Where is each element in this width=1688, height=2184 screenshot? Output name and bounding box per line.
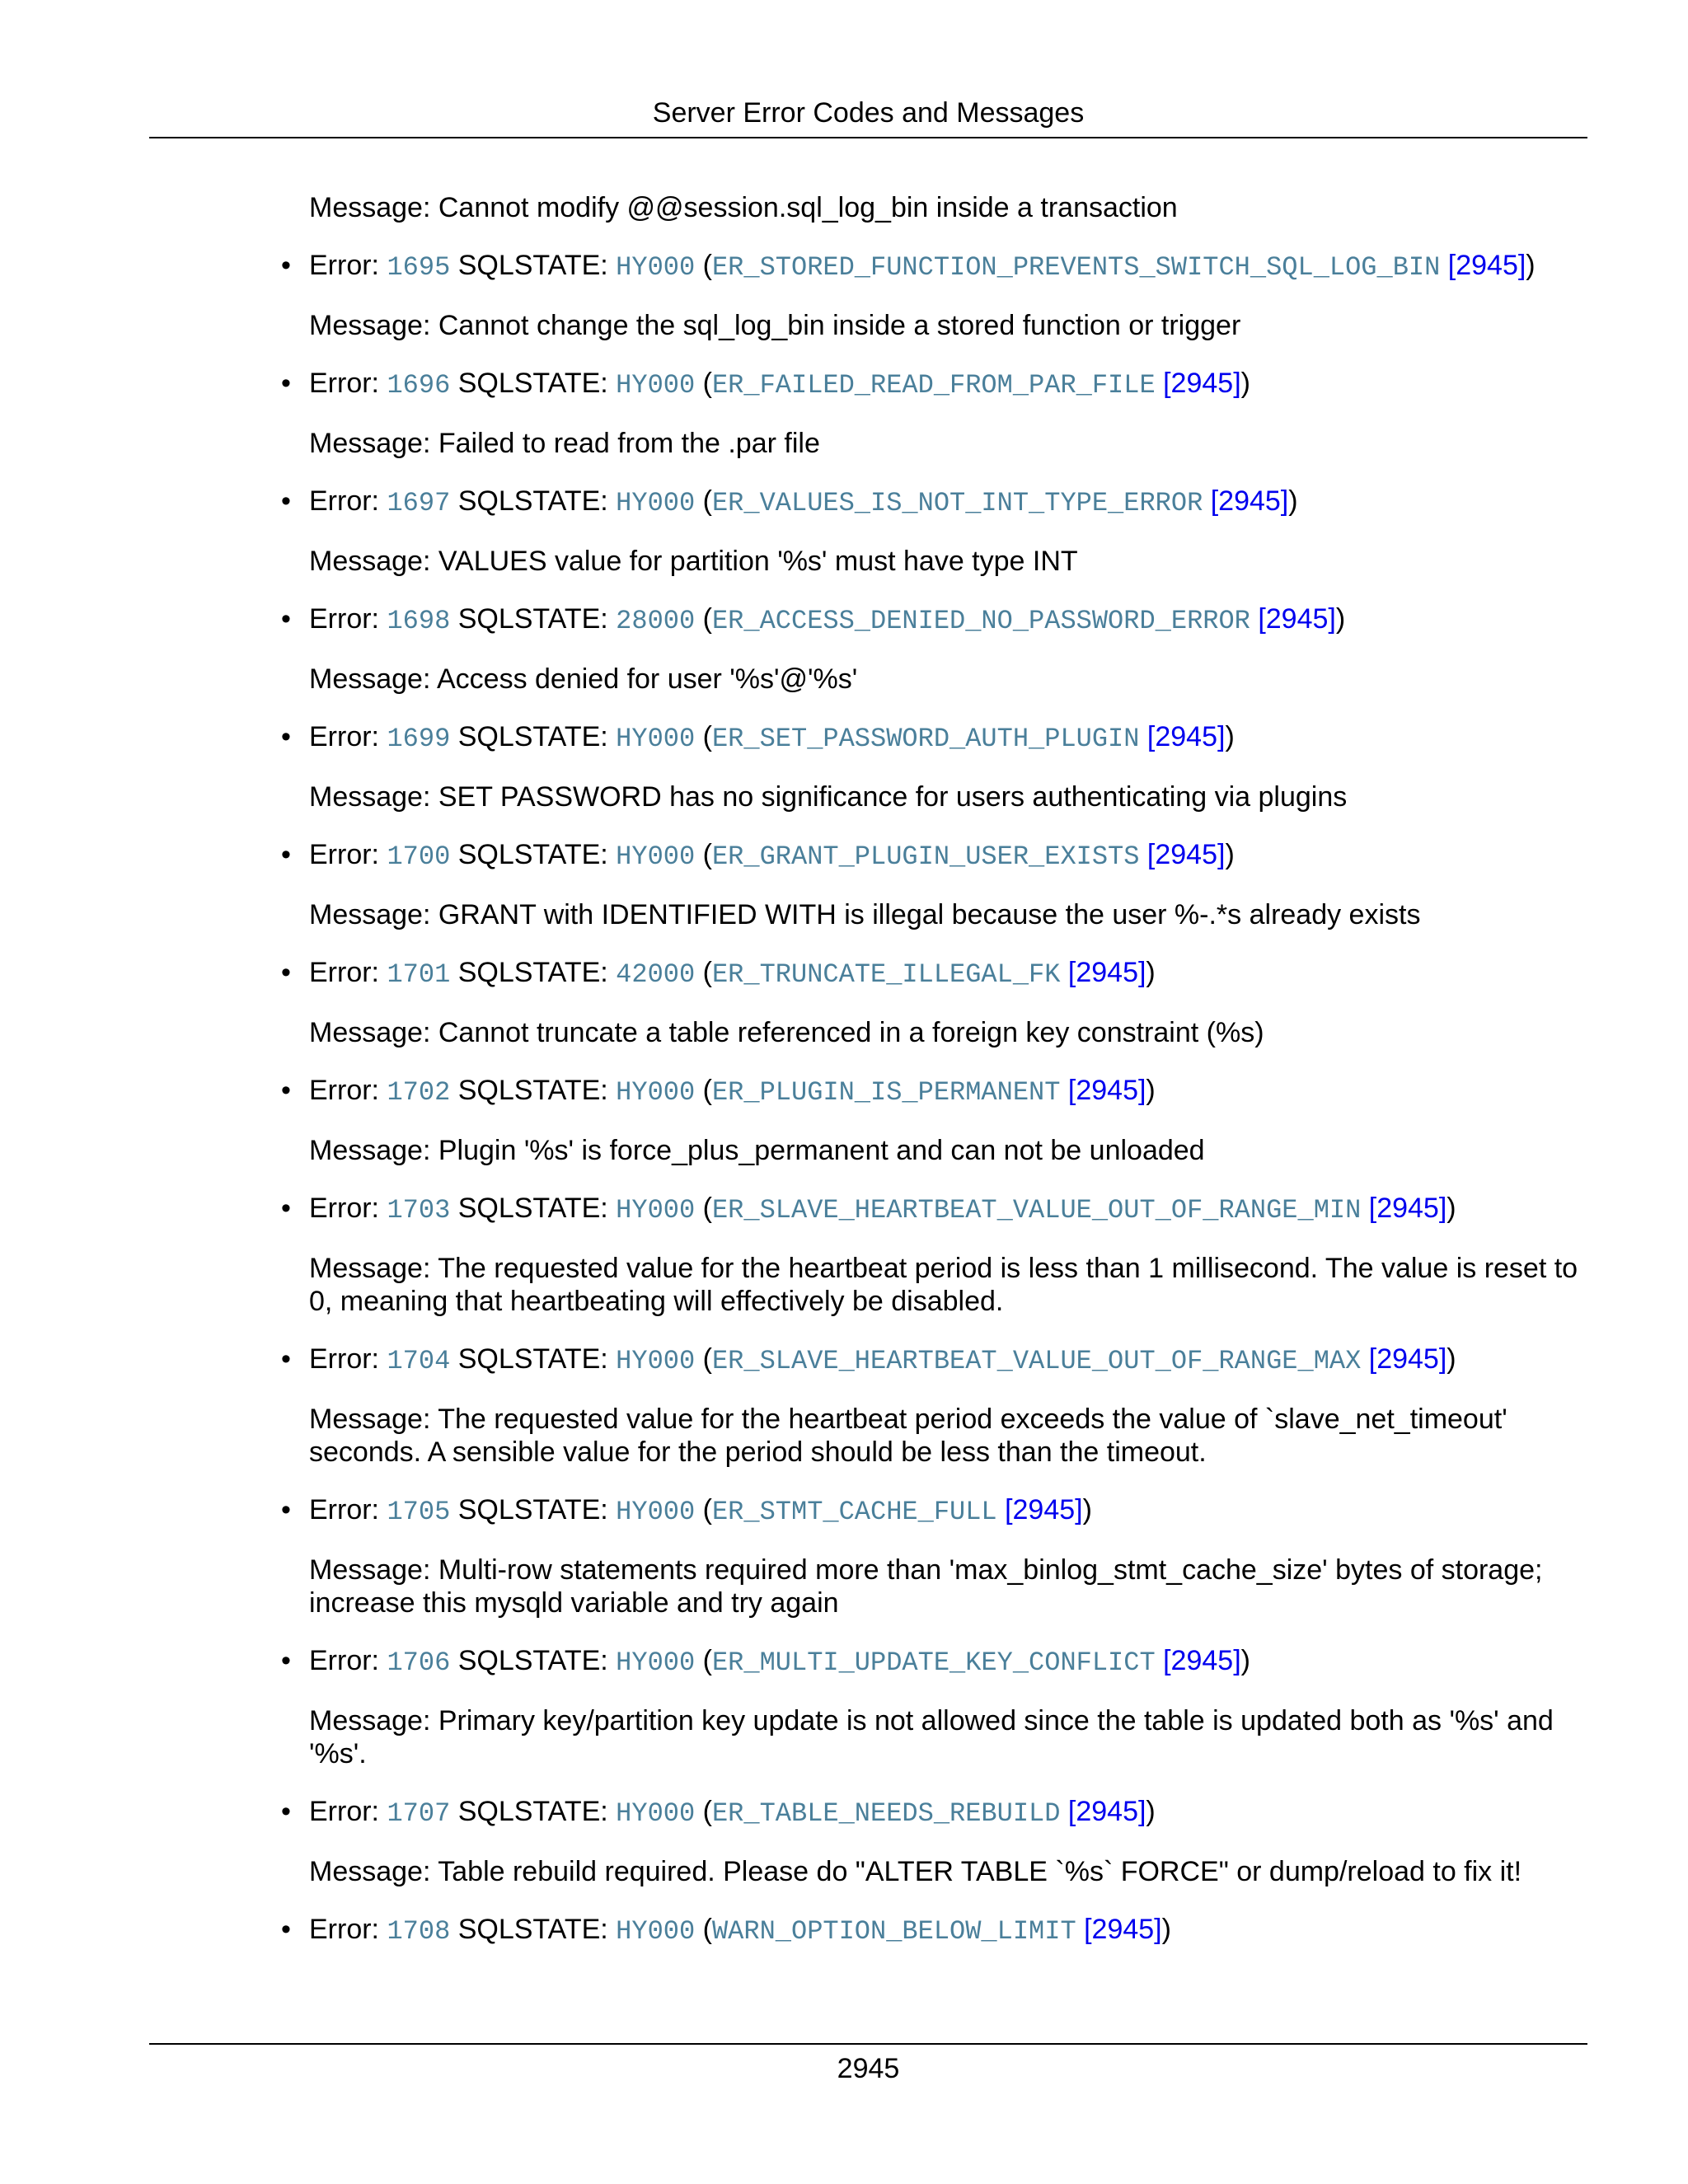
open-paren: ( xyxy=(695,1645,712,1676)
sqlstate-value: 42000 xyxy=(616,959,696,990)
bullet: • xyxy=(281,1075,291,1106)
sqlstate-value: HY000 xyxy=(616,1916,696,1947)
error-symbol: ER_MULTI_UPDATE_KEY_CONFLICT xyxy=(711,1647,1156,1678)
open-paren: ( xyxy=(695,957,712,988)
message-text: Table rebuild required. Please do "ALTER TABLE `%s` FORCE" or dump/reload to fix it! xyxy=(438,1856,1522,1887)
page-ref-link[interactable]: [2945] xyxy=(1005,1494,1083,1526)
error-symbol: ER_PLUGIN_IS_PERMANENT xyxy=(711,1077,1061,1108)
page-ref-link[interactable]: [2945] xyxy=(1447,250,1526,281)
sqlstate-value: HY000 xyxy=(616,370,696,401)
sqlstate-value: HY000 xyxy=(616,1798,696,1829)
page-ref-link[interactable]: [2945] xyxy=(1146,839,1226,870)
error-message xyxy=(309,1016,1582,1049)
error-line xyxy=(281,249,1582,284)
message-text: Primary key/partition key update is not allowed since the table is updated both as '%s' and '%s'. xyxy=(309,1705,1554,1769)
close-paren: ) xyxy=(1335,603,1346,635)
error-list xyxy=(281,191,1582,1948)
error-entry xyxy=(281,485,1582,578)
sqlstate-value: HY000 xyxy=(616,1195,696,1226)
sqlstate-label: SQLSTATE: xyxy=(450,721,617,752)
page-ref-link[interactable]: [2945] xyxy=(1163,368,1241,399)
message-text: GRANT with IDENTIFIED WITH is illegal because the user %-.*s already exists xyxy=(438,899,1421,930)
error-message xyxy=(309,780,1582,813)
close-paren: ) xyxy=(1240,1645,1250,1676)
open-paren: ( xyxy=(695,368,712,399)
message-label: Message: xyxy=(309,781,438,813)
page-ref-link[interactable]: [2945] xyxy=(1210,485,1289,517)
error-label: Error: xyxy=(309,485,387,517)
error-message xyxy=(309,1554,1582,1619)
message-text: Cannot truncate a table referenced in a foreign key constraint (%s) xyxy=(438,1017,1264,1048)
close-paren: ) xyxy=(1447,1193,1456,1224)
error-label: Error: xyxy=(309,1343,387,1375)
sqlstate-value: HY000 xyxy=(616,1077,696,1108)
error-line xyxy=(281,485,1582,520)
open-paren: ( xyxy=(695,1075,712,1106)
error-message xyxy=(309,898,1582,931)
open-paren: ( xyxy=(695,1796,712,1827)
error-entry xyxy=(281,956,1582,1049)
sqlstate-label: SQLSTATE: xyxy=(450,603,617,635)
bullet: • xyxy=(281,603,291,635)
error-entry xyxy=(281,1795,1582,1888)
message-label: Message: xyxy=(309,310,438,341)
error-entry xyxy=(281,1074,1582,1167)
error-label: Error: xyxy=(309,1494,387,1526)
bullet: • xyxy=(281,1494,291,1526)
message-text: The requested value for the heartbeat period is less than 1 millisecond. The value is reset to 0, meaning that heartbeating will effectively be disabled. xyxy=(309,1253,1578,1317)
error-code: 1699 xyxy=(387,724,451,754)
error-entry xyxy=(281,1192,1582,1318)
message-label: Message: xyxy=(309,428,438,459)
page-ref-link[interactable]: [2945] xyxy=(1368,1343,1447,1375)
page-ref-link[interactable]: [2945] xyxy=(1067,1075,1146,1106)
error-line xyxy=(281,956,1582,991)
page-ref-link[interactable]: [2945] xyxy=(1258,603,1336,635)
open-paren: ( xyxy=(695,1193,712,1224)
message-text: VALUES value for partition '%s' must have type INT xyxy=(438,546,1078,577)
error-symbol: ER_ACCESS_DENIED_NO_PASSWORD_ERROR xyxy=(711,606,1250,636)
close-paren: ) xyxy=(1146,1796,1156,1827)
bullet: • xyxy=(281,1914,291,1945)
bullet: • xyxy=(281,1645,291,1676)
error-entry xyxy=(281,602,1582,696)
header-rule xyxy=(149,137,1587,138)
sqlstate-label: SQLSTATE: xyxy=(450,1343,617,1375)
error-code: 1707 xyxy=(387,1798,451,1829)
sqlstate-label: SQLSTATE: xyxy=(450,839,617,870)
close-paren: ) xyxy=(1146,1075,1156,1106)
sqlstate-label: SQLSTATE: xyxy=(450,957,617,988)
open-paren: ( xyxy=(695,1914,712,1945)
error-symbol: ER_SLAVE_HEARTBEAT_VALUE_OUT_OF_RANGE_MIN xyxy=(711,1195,1362,1226)
message-label: Message: xyxy=(309,192,438,223)
error-message xyxy=(309,663,1582,696)
message-label: Message: xyxy=(309,663,437,695)
message-label: Message: xyxy=(309,1856,438,1887)
error-symbol: ER_TABLE_NEEDS_REBUILD xyxy=(711,1798,1061,1829)
error-line xyxy=(281,1343,1582,1378)
error-symbol: ER_SLAVE_HEARTBEAT_VALUE_OUT_OF_RANGE_MAX xyxy=(711,1346,1362,1376)
close-paren: ) xyxy=(1240,368,1250,399)
sqlstate-value: HY000 xyxy=(616,252,696,283)
error-line xyxy=(281,1493,1582,1529)
message-label: Message: xyxy=(309,1554,438,1586)
error-code: 1708 xyxy=(387,1916,451,1947)
message-text: Access denied for user '%s'@'%s' xyxy=(436,663,858,695)
lead-message xyxy=(309,191,1582,224)
sqlstate-label: SQLSTATE: xyxy=(450,368,617,399)
bullet: • xyxy=(281,368,291,399)
message-text: Cannot change the sql_log_bin inside a stored function or trigger xyxy=(438,310,1241,341)
open-paren: ( xyxy=(695,721,712,752)
sqlstate-value: HY000 xyxy=(616,724,696,754)
bullet: • xyxy=(281,839,291,870)
error-symbol: ER_STORED_FUNCTION_PREVENTS_SWITCH_SQL_LOG_BIN xyxy=(711,252,1441,283)
page-ref-link[interactable]: [2945] xyxy=(1084,1914,1162,1945)
sqlstate-value: HY000 xyxy=(616,1647,696,1678)
error-symbol: ER_FAILED_READ_FROM_PAR_FILE xyxy=(711,370,1156,401)
sqlstate-label: SQLSTATE: xyxy=(450,1645,617,1676)
error-label: Error: xyxy=(309,957,387,988)
sqlstate-value: HY000 xyxy=(616,1346,696,1376)
close-paren: ) xyxy=(1225,839,1235,870)
footer-rule xyxy=(149,2043,1587,2045)
error-code: 1697 xyxy=(387,488,451,518)
error-code: 1700 xyxy=(387,841,451,872)
bullet: • xyxy=(281,721,291,752)
error-symbol: ER_VALUES_IS_NOT_INT_TYPE_ERROR xyxy=(711,488,1203,518)
error-line xyxy=(281,1644,1582,1680)
bullet: • xyxy=(281,485,291,517)
error-entry xyxy=(281,367,1582,460)
error-label: Error: xyxy=(309,1193,387,1224)
message-label: Message: xyxy=(309,1253,438,1284)
error-entry xyxy=(281,1493,1582,1619)
page-ref-link[interactable]: [2945] xyxy=(1067,957,1146,988)
message-label: Message: xyxy=(309,899,438,930)
error-entry xyxy=(281,720,1582,813)
close-paren: ) xyxy=(1225,721,1235,752)
message-text: Failed to read from the .par file xyxy=(438,428,820,459)
error-message xyxy=(309,1252,1582,1318)
sqlstate-label: SQLSTATE: xyxy=(450,1796,617,1827)
sqlstate-label: SQLSTATE: xyxy=(450,1193,617,1224)
close-paren: ) xyxy=(1526,250,1536,281)
error-message xyxy=(309,545,1582,578)
error-code: 1695 xyxy=(387,252,451,283)
error-label: Error: xyxy=(309,368,387,399)
error-entry xyxy=(281,1913,1582,1948)
error-label: Error: xyxy=(309,839,387,870)
sqlstate-label: SQLSTATE: xyxy=(450,1494,617,1526)
bullet: • xyxy=(281,957,291,988)
sqlstate-value: HY000 xyxy=(616,1497,696,1527)
open-paren: ( xyxy=(695,1494,712,1526)
bullet: • xyxy=(281,1343,291,1375)
error-message xyxy=(309,1134,1582,1167)
error-line xyxy=(281,602,1582,638)
error-code: 1702 xyxy=(387,1077,451,1108)
error-entries xyxy=(281,249,1582,1948)
error-line xyxy=(281,838,1582,874)
close-paren: ) xyxy=(1447,1343,1456,1375)
page-ref-link[interactable]: [2945] xyxy=(1368,1193,1447,1224)
error-label: Error: xyxy=(309,250,387,281)
close-paren: ) xyxy=(1082,1494,1092,1526)
error-label: Error: xyxy=(309,1796,387,1827)
bullet: • xyxy=(281,1193,291,1224)
error-code: 1706 xyxy=(387,1647,451,1678)
sqlstate-value: 28000 xyxy=(616,606,696,636)
sqlstate-value: HY000 xyxy=(616,841,696,872)
message-label: Message: xyxy=(309,1135,438,1166)
message-text: Cannot modify @@session.sql_log_bin inside a transaction xyxy=(438,192,1178,223)
error-line xyxy=(281,1913,1582,1948)
error-line xyxy=(281,1074,1582,1109)
message-text: Plugin '%s' is force_plus_permanent and can not be unloaded xyxy=(438,1135,1205,1166)
error-message xyxy=(309,309,1582,342)
sqlstate-label: SQLSTATE: xyxy=(450,250,617,281)
error-symbol: ER_TRUNCATE_ILLEGAL_FK xyxy=(711,959,1061,990)
error-code: 1705 xyxy=(387,1497,451,1527)
error-entry xyxy=(281,838,1582,931)
close-paren: ) xyxy=(1161,1914,1171,1945)
sqlstate-label: SQLSTATE: xyxy=(450,1075,617,1106)
error-code: 1696 xyxy=(387,370,451,401)
open-paren: ( xyxy=(695,839,712,870)
error-symbol: WARN_OPTION_BELOW_LIMIT xyxy=(711,1916,1076,1947)
open-paren: ( xyxy=(695,250,712,281)
error-message xyxy=(309,1704,1582,1770)
error-label: Error: xyxy=(309,1645,387,1676)
error-code: 1701 xyxy=(387,959,451,990)
message-text: SET PASSWORD has no significance for users authenticating via plugins xyxy=(438,781,1348,813)
message-text: Multi-row statements required more than 'max_binlog_stmt_cache_size' bytes of storage; increase this mysqld variable and try again xyxy=(309,1554,1543,1619)
sqlstate-label: SQLSTATE: xyxy=(450,485,617,517)
open-paren: ( xyxy=(695,603,712,635)
error-line xyxy=(281,1192,1582,1227)
error-entry xyxy=(281,1343,1582,1469)
page-header-title: Server Error Codes and Messages xyxy=(652,97,1085,129)
bullet: • xyxy=(281,1796,291,1827)
page-ref-link[interactable]: [2945] xyxy=(1067,1796,1146,1827)
error-entry xyxy=(281,1644,1582,1770)
error-symbol: ER_GRANT_PLUGIN_USER_EXISTS xyxy=(711,841,1140,872)
error-symbol: ER_SET_PASSWORD_AUTH_PLUGIN xyxy=(711,724,1140,754)
error-line xyxy=(281,1795,1582,1830)
error-line xyxy=(281,720,1582,756)
message-label: Message: xyxy=(309,1705,438,1736)
message-text: The requested value for the heartbeat period exceeds the value of `slave_net_timeout' seconds. A sensible value for the period should be less than the timeout. xyxy=(309,1404,1507,1468)
close-paren: ) xyxy=(1288,485,1298,517)
page-ref-link[interactable]: [2945] xyxy=(1163,1645,1241,1676)
error-label: Error: xyxy=(309,1075,387,1106)
error-code: 1704 xyxy=(387,1346,451,1376)
close-paren: ) xyxy=(1146,957,1156,988)
error-message xyxy=(309,427,1582,460)
error-message xyxy=(309,1855,1582,1888)
open-paren: ( xyxy=(695,485,712,517)
message-label: Message: xyxy=(309,546,438,577)
error-line xyxy=(281,367,1582,402)
error-message xyxy=(309,1403,1582,1469)
bullet: • xyxy=(281,250,291,281)
error-entry xyxy=(281,249,1582,342)
error-code: 1703 xyxy=(387,1195,451,1226)
open-paren: ( xyxy=(695,1343,712,1375)
page-number: 2945 xyxy=(837,2053,900,2084)
page-ref-link[interactable]: [2945] xyxy=(1146,721,1226,752)
error-label: Error: xyxy=(309,1914,387,1945)
sqlstate-value: HY000 xyxy=(616,488,696,518)
message-label: Message: xyxy=(309,1404,438,1435)
message-label: Message: xyxy=(309,1017,438,1048)
sqlstate-label: SQLSTATE: xyxy=(450,1914,617,1945)
error-symbol: ER_STMT_CACHE_FULL xyxy=(711,1497,997,1527)
error-code: 1698 xyxy=(387,606,451,636)
error-label: Error: xyxy=(309,603,387,635)
error-label: Error: xyxy=(309,721,387,752)
